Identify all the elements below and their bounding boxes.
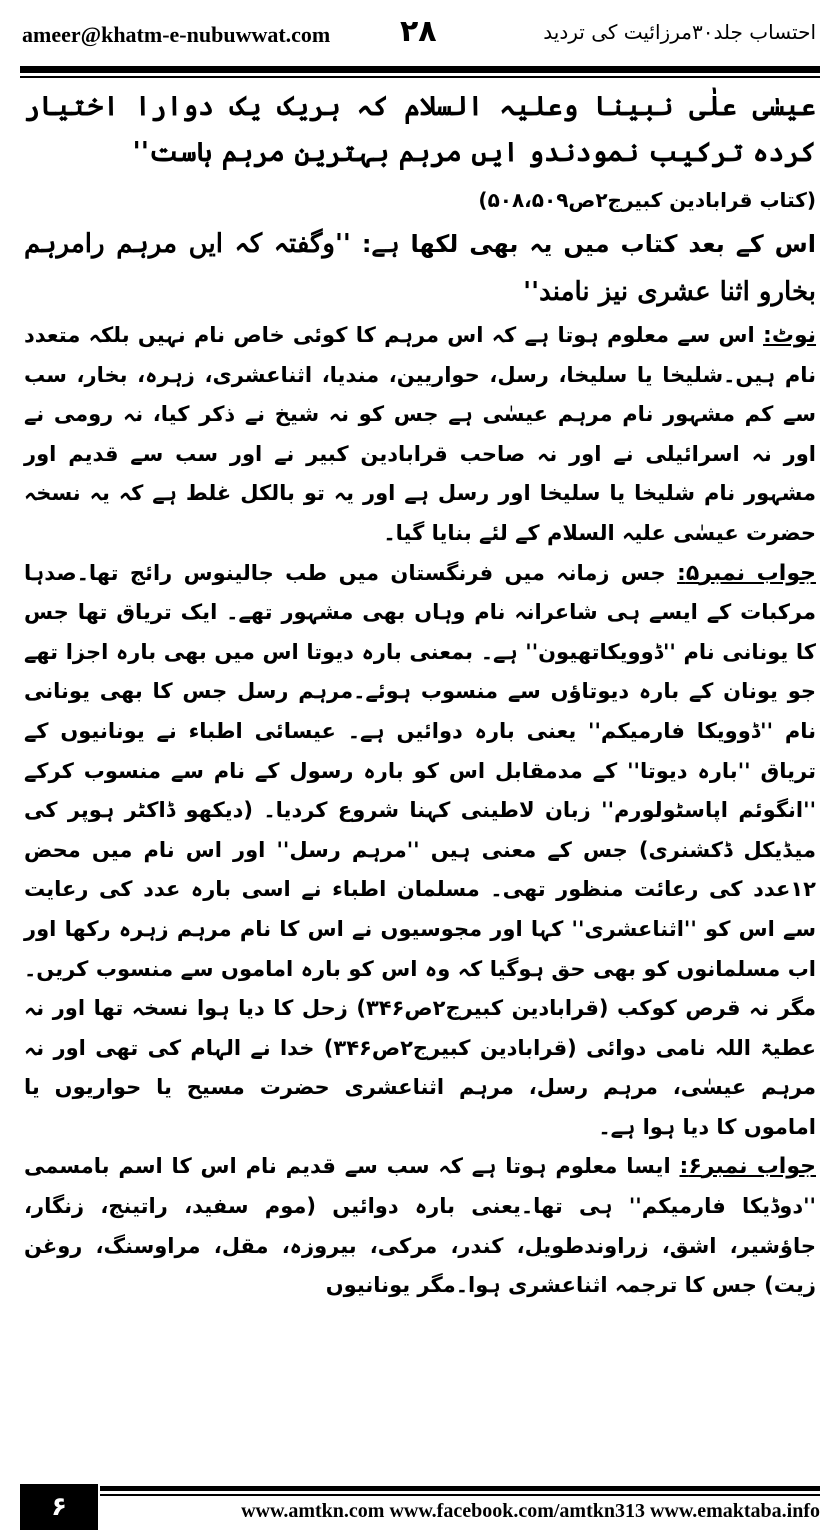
header-rule bbox=[20, 66, 820, 73]
reference-citation: (کتاب قرابادین کبیرج۲ص۵۰۸،۵۰۹) bbox=[478, 188, 816, 212]
note-label: نوٹ: bbox=[763, 323, 817, 348]
header-rule-thin bbox=[20, 76, 820, 78]
book-title: احتساب جلد۳۰مرزائیت کی تردید bbox=[543, 20, 816, 44]
answer5-text: جس زمانہ میں فرنگستان میں طب جالینوس رائج تھا۔صدہا مرکبات کے ایسے ہی شاعرانہ نام وہاں بھی مشہور تھے۔ ایک تریاق تھا جس کا یونانی نام ''ڈوویکاتھیون'' ہے۔ بمعنی بارہ دیوتا اس میں بھی بارہ اجزا تھے جو یونان کے بارہ دیوتاؤں سے منسوب ہوئے۔مرہم رسل جس کا بھی یونانی نام ''ڈوویکا فارمیکم'' یعنی بارہ دوائیں ہے۔ عیسائی اطباء نے یونانیوں کے تریاق ''بارہ دیوتا'' کے مدمقابل اس کو بارہ رسول کے نام سے منسوب کرکے ''انگوئم اپاسٹولورم'' زبان لاطینی کہنا شروع کردیا۔ (دیکھو ڈاکٹر ہوپر کی میڈیکل ڈکشنری) جس کے معنی ہیں ''مرہم رسل'' اور اس نام میں محض ۱۲عدد کی رعائت منظور تھی۔ مسلمان اطباء نے اسی بارہ عدد کی رعایت سے اس کو ''اثناعشری'' کہا اور مجوسیوں نے اس کا نام مرہم زہرہ رکھا اور اب مسلمانوں کو بھی حق ہوگیا کہ وہ اس کو بارہ اماموں سے منسوب کریں۔مگر نہ قرص کوکب (قرابادین کبیرج۲ص۳۴۶) زحل کا دیا ہوا نسخہ تھا اور نہ عطیۃ اللہ نامی دوائی (قرابادین کبیرج۲ص۳۴۶) خدا نے الہام کی تھی اور نہ مرہم عیسٰی، مرہم رسل، مرہم اثناعشری حضرت مسیح یا حواریوں یا اماموں کا دیا ہوا ہے۔ bbox=[24, 560, 817, 1139]
page-content bbox=[24, 84, 816, 1306]
answer5-paragraph bbox=[24, 554, 816, 1148]
after-quote: ''وگفتہ کہ ایں مرہم رامرہم بخارو اثنا عشری نیز نامند'' bbox=[24, 229, 816, 307]
page-header bbox=[20, 0, 820, 62]
footer-links[interactable]: www.amtkn.com www.facebook.com/amtkn313 www.emaktaba.info bbox=[241, 1500, 820, 1522]
footer-page-box: ۶ bbox=[20, 1484, 98, 1530]
note-paragraph bbox=[24, 316, 816, 554]
footer-rule-thin bbox=[100, 1494, 820, 1496]
answer5-label: جواب نمبر۵: bbox=[677, 560, 816, 586]
after-intro: اس کے بعد کتاب میں یہ بھی لکھا ہے: bbox=[361, 230, 816, 258]
answer6-text: ایسا معلوم ہوتا ہے کہ سب سے قدیم نام اس کا اسم بامسمی ''دوڈیکا فارمیکم'' ہی تھا۔یعنی بارہ دوائیں (موم سفید، راتینج، زنگار، جاؤشیر، اشق، زراوندطویل، کندر، مرکی، بیروزہ، مقل، مراوسنگ، روغن زیت) جس کا ترجمہ اثناعشری ہوا۔مگر یونانیوں bbox=[24, 1154, 816, 1298]
page-number: ۲۸ bbox=[400, 14, 437, 49]
persian-quote: عیسٰی علٰی نبینا وعلیہ السلام کہ ہریک یک دوارا اختیار کردہ ترکیب نمودندو ایں مرہم بہترین مرہم ہاست'' bbox=[24, 91, 816, 168]
footer-rule bbox=[100, 1486, 820, 1491]
note-text: اس سے معلوم ہوتا ہے کہ اس مرہم کا کوئی خاص نام نہیں بلکہ متعدد نام ہیں۔شلیخا یا سلیخا، رسل، حواریین، مندیا، اثناعشری، زہرہ، بخار، سب سے کم مشہور نام مرہم عیسٰی ہے جس کو نہ شیخ نے ذکر کیا، نہ رومی نے اور نہ اسرائیلی نے اور نہ صاحب قرابادین کبیر نے اور سب سے قدیم اور مشہور نام شلیخا یا سلیخا اور رسل ہے اور یہ تو بالکل غلط ہے کہ یہ نسخہ حضرت عیسٰی علیہ السلام کے لئے بنایا گیا۔ bbox=[24, 323, 816, 545]
after-paragraph bbox=[24, 220, 816, 316]
answer6-paragraph bbox=[24, 1147, 816, 1305]
header-email[interactable]: ameer@khatm-e-nubuwwat.com bbox=[22, 22, 331, 47]
answer6-label: جواب نمبر۶: bbox=[679, 1154, 816, 1180]
